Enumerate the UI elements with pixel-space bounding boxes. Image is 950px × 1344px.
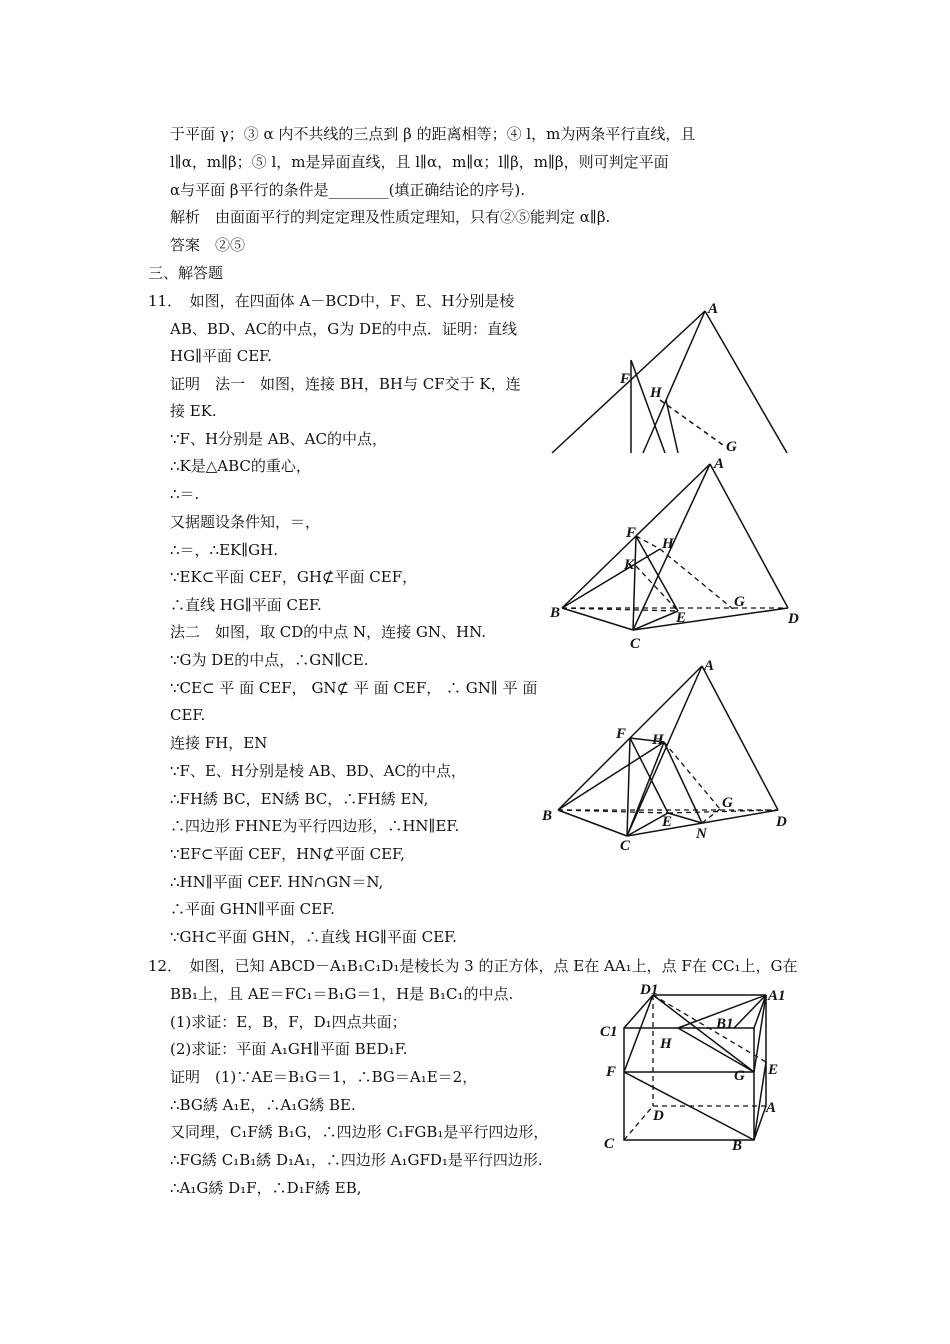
label-B: B (542, 808, 553, 824)
intro-line-1: 于平面 γ；③ α 内不共线的三点到 β 的距离相等；④ l，m为两条平行直线，且 (170, 125, 696, 143)
label-C1: C1 (600, 1024, 618, 1040)
q11-line: ∴＝. (170, 485, 200, 503)
label-F: F (626, 525, 637, 541)
label-A: A (708, 301, 719, 317)
q11-line: 法二 如图，取 CD的中点 N，连接 GN、HN. (170, 623, 487, 641)
intro-line-2: l∥α，m∥β；⑤ l，m是异面直线，且 l∥α，m∥α；l∥β，m∥β，则可判定平面 (170, 153, 669, 171)
label-D: D (653, 1108, 664, 1124)
q12-line: 又同理，C₁F綉 B₁G，∴四边形 C₁FGB₁是平行四边形， (170, 1123, 549, 1141)
q11-line: 11． 如图，在四面体 A－BCD中，F、E、H分别是棱 (148, 292, 515, 310)
label-F: F (616, 726, 627, 742)
q11-line: HG∥平面 CEF. (170, 347, 273, 365)
q11-line: ∴FH綉 BC，EN綉 BC，∴FH綉 EN, (170, 790, 429, 808)
q11-line: ∵F、E、H分别是棱 AB、BD、AC的中点， (170, 762, 466, 780)
label-H: H (662, 536, 674, 552)
label-C: C (620, 838, 631, 852)
label-A: A (766, 1100, 777, 1116)
q11-line: ∴四边形 FHNE为平行四边形，∴HN∥EF. (170, 817, 460, 835)
label-E: E (768, 1062, 779, 1078)
figure-tetrahedron-k (548, 452, 808, 652)
q11-line: 接 EK. (170, 402, 217, 420)
q11-line: ∵EF⊂平面 CEF，HN⊄平面 CEF, (170, 845, 405, 863)
label-G: G (734, 594, 745, 610)
q11-line: 证明 法一 如图，连接 BH，BH与 CF交于 K，连 (170, 375, 521, 393)
label-D: D (788, 611, 799, 627)
q12-line: (2)求证：平面 A₁GH∥平面 BED₁F. (170, 1040, 408, 1058)
q11-line: ∵CE⊂ 平 面 CEF， GN⊄ 平 面 CEF， ∴ GN∥ 平 面 (170, 679, 538, 697)
q11-line: AB、BD、AC的中点，G为 DE的中点．证明：直线 (170, 320, 517, 338)
label-E: E (676, 610, 687, 626)
q11-line: CEF. (170, 706, 206, 724)
q11-line: ∵F、H分别是 AB、AC的中点， (170, 430, 387, 448)
label-D: D (776, 814, 787, 830)
q12-line: 12． 如图，已知 ABCD－A₁B₁C₁D₁是棱长为 3 的正方体，点 E在 AA₁上，点 F在 CC₁上，G在 (148, 957, 798, 975)
q11-line: ∴K是△ABC的重心， (170, 457, 311, 475)
label-C: C (630, 636, 641, 652)
answer-text: 答案 ②⑤ (170, 236, 246, 254)
label-C: C (604, 1136, 615, 1152)
label-B1: B1 (716, 1016, 734, 1032)
label-H: H (652, 732, 664, 748)
q11-line: ∴平面 GHN∥平面 CEF. (170, 900, 335, 918)
q11-line: ∴HN∥平面 CEF. HN∩GN＝N, (170, 873, 384, 891)
label-G: G (726, 439, 737, 455)
q11-line: 又据题设条件知，＝， (170, 513, 321, 531)
label-A: A (714, 456, 725, 472)
q11-line: ∵G为 DE的中点，∴GN∥CE. (170, 651, 369, 669)
figure-tetrahedron-cropped (540, 295, 800, 455)
label-E: E (662, 814, 673, 830)
label-B: B (550, 605, 561, 621)
label-B: B (732, 1138, 743, 1154)
q11-line: ∵GH⊂平面 GHN，∴直线 HG∥平面 CEF. (170, 928, 457, 946)
q12-line: (1)求证：E，B，F，D₁四点共面； (170, 1013, 407, 1031)
label-G: G (722, 795, 733, 811)
analysis-text: 解析 由面面平行的判定定理及性质定理知，只有②⑤能判定 α∥β. (170, 208, 611, 226)
label-H: H (660, 1036, 672, 1052)
label-A: A (704, 658, 715, 674)
q12-line: BB₁上，且 AE＝FC₁＝B₁G＝1，H是 B₁C₁的中点. (170, 985, 514, 1003)
label-D1: D1 (640, 982, 659, 998)
label-H: H (650, 385, 662, 401)
q11-line: ∴＝，∴EK∥GH. (170, 541, 279, 559)
q12-line: 证明 (1)∵AE＝B₁G＝1，∴BG＝A₁E＝2， (170, 1068, 478, 1086)
q11-line: ∵EK⊂平面 CEF，GH⊄平面 CEF， (170, 568, 418, 586)
label-A1: A1 (768, 988, 786, 1004)
label-F: F (606, 1064, 617, 1080)
figure-tetrahedron-n (540, 652, 800, 852)
figure-cube (598, 980, 798, 1160)
q11-line: ∴直线 HG∥平面 CEF. (170, 596, 322, 614)
q12-line: ∴FG綉 C₁B₁綉 D₁A₁，∴四边形 A₁GFD₁是平行四边形. (170, 1151, 543, 1169)
intro-line-3: α与平面 β平行的条件是________(填正确结论的序号). (170, 181, 526, 199)
label-F: F (620, 371, 631, 387)
label-N: N (696, 826, 707, 842)
section-heading: 三、解答题 (148, 264, 224, 282)
q12-line: ∴A₁G綉 D₁F，∴D₁F綉 EB, (170, 1179, 362, 1197)
q11-line: 连接 FH，EN (170, 734, 268, 752)
label-G: G (734, 1068, 745, 1084)
q12-line: ∴BG綉 A₁E，∴A₁G綉 BE. (170, 1096, 356, 1114)
label-K: K (624, 557, 635, 573)
